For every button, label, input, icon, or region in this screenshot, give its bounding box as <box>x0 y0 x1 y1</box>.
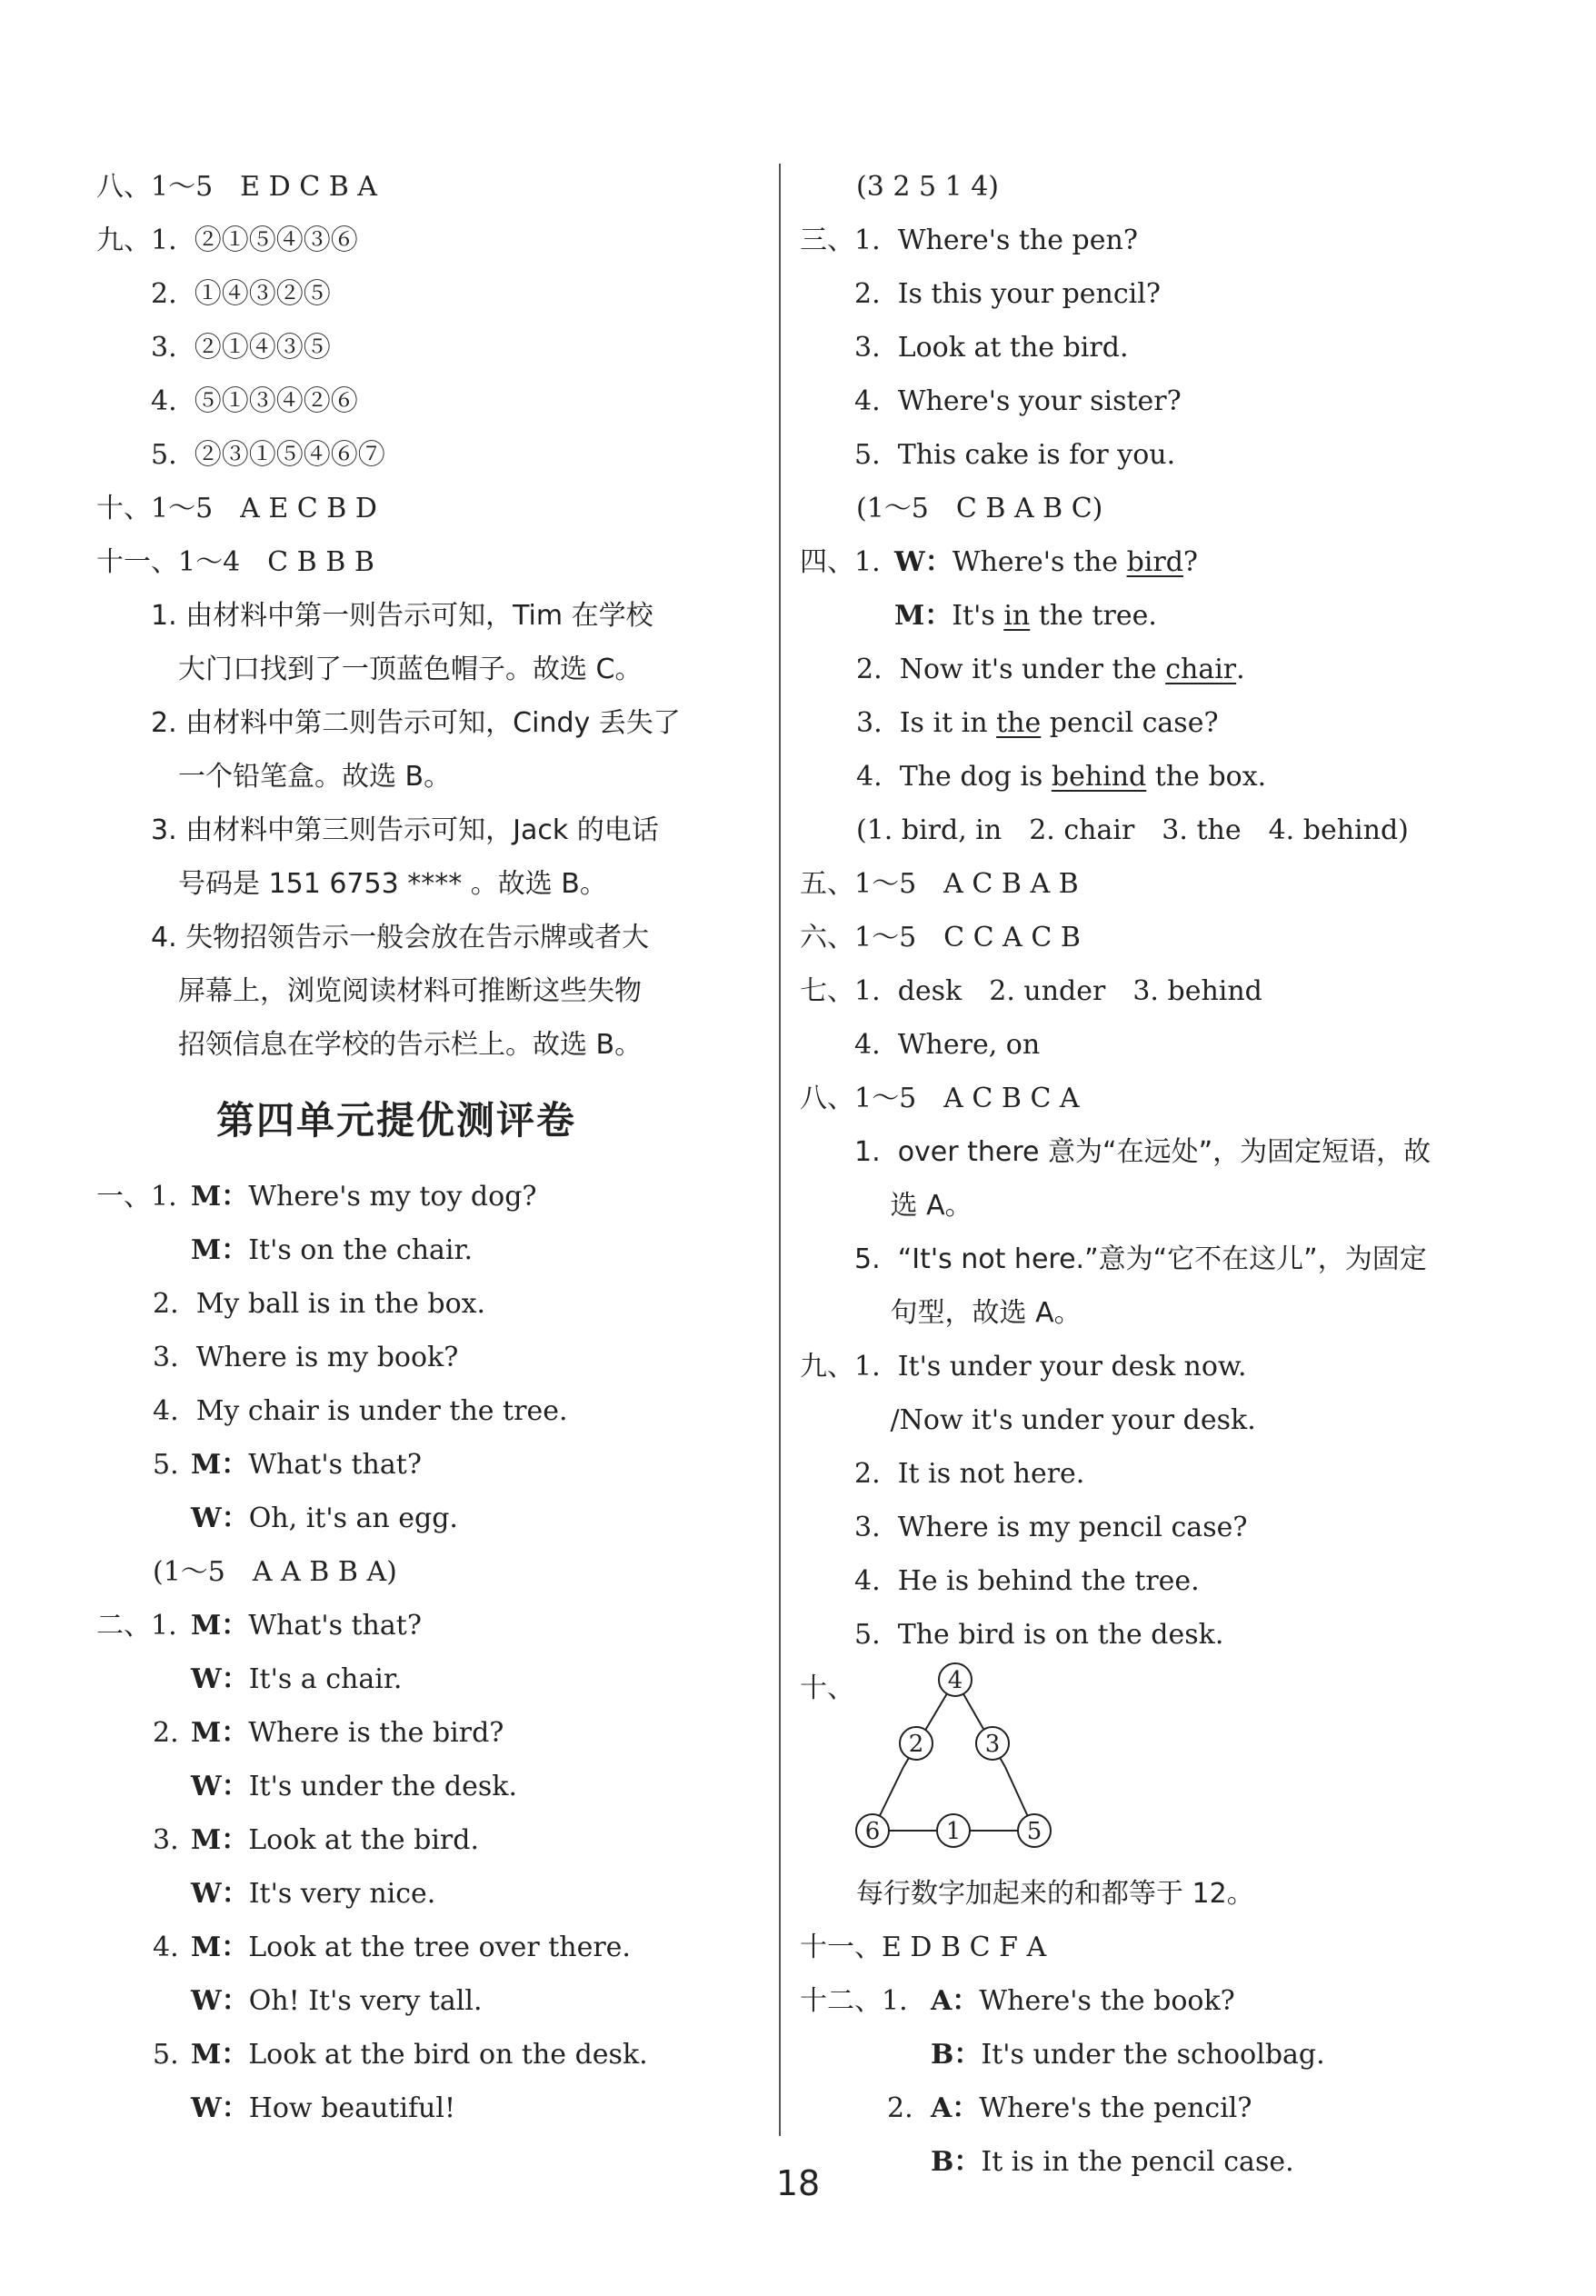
answer-line: 4. Where's your sister? <box>800 385 1182 417</box>
answer-line: 2. Now it's under the chair . <box>800 643 1491 696</box>
answer-line: (1～5 A A B B A) <box>153 1556 397 1588</box>
dialogue-line <box>96 1760 760 1813</box>
dialogue-text: It's very nice. <box>248 1878 436 1910</box>
speaker-label: M： <box>191 1932 249 1963</box>
dialogue-line <box>96 1170 760 1223</box>
speaker-label: W： <box>191 1878 249 1910</box>
dialogue-text: It's on the chair. <box>248 1234 474 1266</box>
answer-line: 4. My chair is under the tree. <box>153 1395 568 1427</box>
dialogue-line <box>96 1652 760 1706</box>
explanation-line: 2. 由材料中第二则告示可知，Cindy 丢失了 <box>96 707 681 739</box>
speaker-label: W： <box>191 2092 249 2124</box>
dialogue-line <box>96 1921 760 1974</box>
item-number: 二、1. <box>96 1610 177 1642</box>
answer-line: 十一、1～4 C B B B <box>96 546 374 578</box>
dialogue-text: Look at the bird on the desk. <box>248 2039 648 2071</box>
dialogue-line: M： It's in the tree. <box>800 589 1491 643</box>
dialogue-line <box>800 1974 1491 2028</box>
dialogue-text: Where's the book? <box>979 1985 1235 2017</box>
underlined-answer: behind <box>1051 761 1147 793</box>
number-triangle-diagram <box>800 1662 1491 1867</box>
item-number: 2. <box>153 1717 179 1749</box>
speaker-label: M： <box>191 1717 249 1749</box>
answer-line: (1. bird, in 2. chair 3. the 4. behind) <box>856 814 1409 846</box>
answer-line: 十、1～5 A E C B D <box>96 493 377 524</box>
dialogue-line <box>96 1974 760 2028</box>
answer-line: 九、1. It's under your desk now. <box>800 1351 1247 1383</box>
speaker-label: M： <box>191 1181 249 1213</box>
dialogue-line <box>96 1867 760 1921</box>
speaker-label: B： <box>931 2146 982 2178</box>
item-number: 4. <box>153 1932 179 1963</box>
dialogue-text: What's that? <box>248 1610 422 1642</box>
circle-number-mid-right: 3 <box>984 1731 1001 1758</box>
dialogue-text: Look at the tree over there. <box>248 1932 631 1963</box>
item-number: 十、 <box>800 1672 854 1704</box>
dialogue-line: 四、1. W： Where's the bird ? <box>800 535 1491 589</box>
speaker-label: M： <box>894 600 953 632</box>
speaker-label: W： <box>894 546 953 578</box>
answer-line: 2. It is not here. <box>800 1458 1085 1490</box>
answer-line: 5. ②③①⑤④⑥⑦ <box>96 439 385 471</box>
underlined-answer: chair <box>1165 654 1237 685</box>
explanation-line: 1. 由材料中第一则告示可知，Tim 在学校 <box>96 600 653 632</box>
answer-line: 3. Where is my pencil case? <box>800 1512 1248 1543</box>
answer-line: 三、1. Where's the pen? <box>800 225 1138 256</box>
answer-line: 2. ①④③②⑤ <box>96 278 331 310</box>
dialogue-text: It's under the schoolbag. <box>981 2039 1325 2071</box>
dialogue-line <box>96 2028 760 2081</box>
dialogue-line <box>96 2081 760 2135</box>
answer-line: (1～5 C B A B C) <box>856 493 1103 524</box>
circle-number-top: 4 <box>947 1667 963 1694</box>
speaker-label: M： <box>191 1610 249 1642</box>
explanation-line: 5. “It's not here.”意为“它不在这儿”，为固定 <box>800 1243 1427 1275</box>
dialogue-line <box>96 1438 760 1492</box>
dialogue-text: How beautiful! <box>248 2092 456 2124</box>
answer-line: 2. My ball is in the box. <box>153 1288 486 1320</box>
explanation-line: 屏幕上，浏览阅读材料可推断这些失物 <box>96 975 642 1007</box>
answer-line: 九、1. ②①⑤④③⑥ <box>96 225 358 256</box>
dialogue-text: Where is the bird? <box>248 1717 504 1749</box>
dialogue-text: It is in the pencil case. <box>981 2146 1294 2178</box>
answer-line: 4. The dog is behind the box. <box>800 750 1491 804</box>
left-column <box>96 160 760 2135</box>
item-number: 2. <box>887 2092 913 2124</box>
dialogue-text: Look at the bird. <box>248 1824 480 1856</box>
circle-number-bottom-mid: 1 <box>945 1818 962 1845</box>
dialogue-text: Oh! It's very tall. <box>248 1985 483 2017</box>
right-column <box>800 160 1491 2189</box>
answer-line: 七、1. desk 2. under 3. behind <box>800 975 1262 1007</box>
speaker-label: M： <box>191 1824 249 1856</box>
speaker-label: A： <box>931 1985 980 2017</box>
item-number: 一、1. <box>96 1181 177 1213</box>
dialogue-line <box>96 1599 760 1652</box>
explanation-line: 每行数字加起来的和都等于 12。 <box>856 1878 1254 1910</box>
speaker-label: W： <box>191 1663 249 1695</box>
item-number: 5. <box>153 2039 179 2071</box>
speaker-label: W： <box>191 1985 249 2017</box>
speaker-label: M： <box>191 2039 249 2071</box>
dialogue-line <box>96 1223 760 1277</box>
explanation-line: 句型，故选 A。 <box>800 1297 1082 1329</box>
answer-line: 2. Is this your pencil? <box>800 278 1161 310</box>
explanation-line: 1. over there 意为“在远处”，为固定短语，故 <box>800 1136 1431 1168</box>
triangle-svg <box>854 1662 1109 1867</box>
explanation-line: 号码是 151 6753 **** 。故选 B。 <box>96 868 607 900</box>
underlined-answer: the <box>996 707 1042 739</box>
answer-line: 五、1～5 A C B A B <box>800 868 1079 900</box>
dialogue-text: What's that? <box>248 1449 422 1481</box>
underlined-answer: bird <box>1126 546 1183 578</box>
circle-number-bottom-left: 6 <box>864 1818 881 1845</box>
explanation-line: 大门口找到了一顶蓝色帽子。故选 C。 <box>96 654 643 685</box>
answer-line: 3. Is it in the pencil case? <box>800 696 1491 750</box>
dialogue-line <box>96 1492 760 1545</box>
explanation-line: 4. 失物招领告示一般会放在告示牌或者大 <box>96 922 650 953</box>
answer-line: /Now it's under your desk. <box>800 1404 1256 1436</box>
dialogue-text: It's <box>952 600 1004 632</box>
dialogue-text: It's a chair. <box>248 1663 403 1695</box>
item-number: 四、1. <box>800 546 881 578</box>
column-divider <box>779 164 781 2136</box>
dialogue-line <box>96 1813 760 1867</box>
answer-line: 4. ⑤①③④②⑥ <box>96 385 358 417</box>
answer-line: 十一、E D B C F A <box>800 1932 1047 1963</box>
dialogue-text: Where's my toy dog? <box>248 1181 537 1213</box>
speaker-label: M： <box>191 1449 249 1481</box>
answer-line: 5. The bird is on the desk. <box>800 1619 1224 1651</box>
speaker-label: B： <box>931 2039 982 2071</box>
speaker-label: W： <box>191 1502 249 1534</box>
speaker-label: M： <box>191 1234 249 1266</box>
dialogue-line <box>800 2028 1491 2081</box>
answer-line: 4. He is behind the tree. <box>800 1565 1200 1597</box>
underlined-answer: in <box>1003 600 1031 632</box>
explanation-line: 一个铅笔盒。故选 B。 <box>96 761 452 793</box>
explanation-line: 3. 由材料中第三则告示可知，Jack 的电话 <box>96 814 659 846</box>
answer-line: 3. Look at the bird. <box>800 332 1129 364</box>
item-number: 3. <box>153 1824 179 1856</box>
item-number: 5. <box>153 1449 179 1481</box>
answer-line: 3. ②①④③⑤ <box>96 332 331 364</box>
speaker-label: A： <box>931 2092 980 2124</box>
dialogue-line <box>96 1706 760 1760</box>
answer-line: (3 2 5 1 4) <box>856 171 999 203</box>
answer-line: 六、1～5 C C A C B <box>800 922 1081 953</box>
explanation-line: 选 A。 <box>800 1190 973 1222</box>
dialogue-line <box>800 2081 1491 2135</box>
answer-line: 4. Where, on <box>800 1029 1041 1061</box>
speaker-label: W： <box>191 1771 249 1802</box>
dialogue-text: Where's the <box>952 546 1127 578</box>
section-heading: 第四单元提优测评卷 <box>215 1098 576 1143</box>
dialogue-text: Oh, it's an egg. <box>248 1502 458 1534</box>
circle-number-bottom-right: 5 <box>1026 1818 1042 1845</box>
answer-line: 八、1～5 E D C B A <box>96 171 377 203</box>
answer-line: 3. Where is my book? <box>153 1342 459 1373</box>
dialogue-text: It's under the desk. <box>248 1771 518 1802</box>
item-number: 十二、1. <box>800 1985 908 2017</box>
answer-line: 5. This cake is for you. <box>800 439 1176 471</box>
dialogue-text: Where's the pencil? <box>979 2092 1252 2124</box>
page-number: 18 <box>775 2163 821 2203</box>
explanation-line: 招领信息在学校的告示栏上。故选 B。 <box>96 1029 643 1061</box>
circle-number-mid-left: 2 <box>908 1731 924 1758</box>
answer-line: 八、1～5 A C B C A <box>800 1083 1080 1114</box>
